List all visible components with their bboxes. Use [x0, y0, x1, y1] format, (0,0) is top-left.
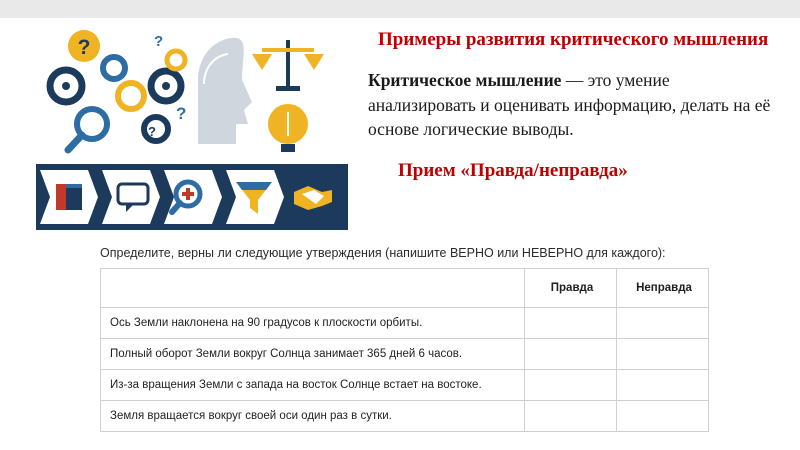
illustration-top — [36, 24, 348, 164]
question-mark-icon — [68, 30, 100, 62]
table-row — [101, 339, 709, 370]
statement-text: Полный оборот Земли вокруг Солнца занимает 365 дней 6 часов. — [101, 339, 525, 370]
process-chevrons — [36, 164, 348, 230]
top-banner-strip — [0, 0, 800, 18]
illustration-bottom-bar — [36, 164, 348, 230]
lightbulb-icon — [268, 104, 308, 152]
table-row — [101, 401, 709, 432]
gear-icon — [118, 83, 144, 109]
definition-rest: — это умение анализировать и оценивать информацию, делать на её основе логические выводы. — [368, 69, 771, 140]
worksheet-panel — [78, 236, 726, 448]
answer-true-cell[interactable] — [525, 401, 617, 432]
definition-term: Критическое мышление — [368, 69, 562, 90]
critical-thinking-graphic — [36, 24, 348, 164]
statements-table — [100, 268, 709, 432]
gear-icon — [167, 51, 185, 69]
table-row — [101, 308, 709, 339]
svg-text:?: ? — [77, 36, 91, 59]
text-column — [360, 28, 772, 182]
answer-false-cell[interactable] — [617, 401, 709, 432]
book-icon — [56, 184, 82, 210]
gear-icon — [103, 57, 125, 79]
question-mark-icon: ? — [154, 33, 164, 50]
statement-text: Ось Земли наклонена на 90 градусов к плоскости орбиты. — [101, 308, 525, 339]
column-header-false: Неправда — [617, 269, 709, 308]
answer-false-cell[interactable] — [617, 308, 709, 339]
question-mark-icon: ? — [148, 124, 156, 139]
answer-false-cell[interactable] — [617, 339, 709, 370]
table-row — [101, 370, 709, 401]
technique-subtitle: Прием «Правда/неправда» — [398, 160, 628, 182]
definition-paragraph — [360, 68, 772, 143]
page-title: Примеры развития критического мышления — [378, 29, 769, 50]
answer-true-cell[interactable] — [525, 308, 617, 339]
column-header-statement — [101, 269, 525, 308]
scales-icon — [252, 40, 324, 91]
answer-false-cell[interactable] — [617, 370, 709, 401]
table-header-row — [101, 269, 709, 308]
magnifier-icon — [68, 109, 107, 150]
illustration — [36, 24, 348, 230]
statement-text: Земля вращается вокруг своей оси один раз в сутки. — [101, 401, 525, 432]
worksheet-instruction: Определите, верны ли следующие утверждения (напишите ВЕРНО или НЕВЕРНО для каждого): — [100, 246, 666, 260]
question-mark-icon: ? — [176, 104, 187, 123]
column-header-true: Правда — [525, 269, 617, 308]
gear-icon — [50, 70, 82, 102]
gear-icon — [151, 71, 181, 101]
answer-true-cell[interactable] — [525, 339, 617, 370]
answer-true-cell[interactable] — [525, 370, 617, 401]
statement-text: Из-за вращения Земли с запада на восток Солнце встает на востоке. — [101, 370, 525, 401]
head-profile-icon — [198, 38, 252, 144]
